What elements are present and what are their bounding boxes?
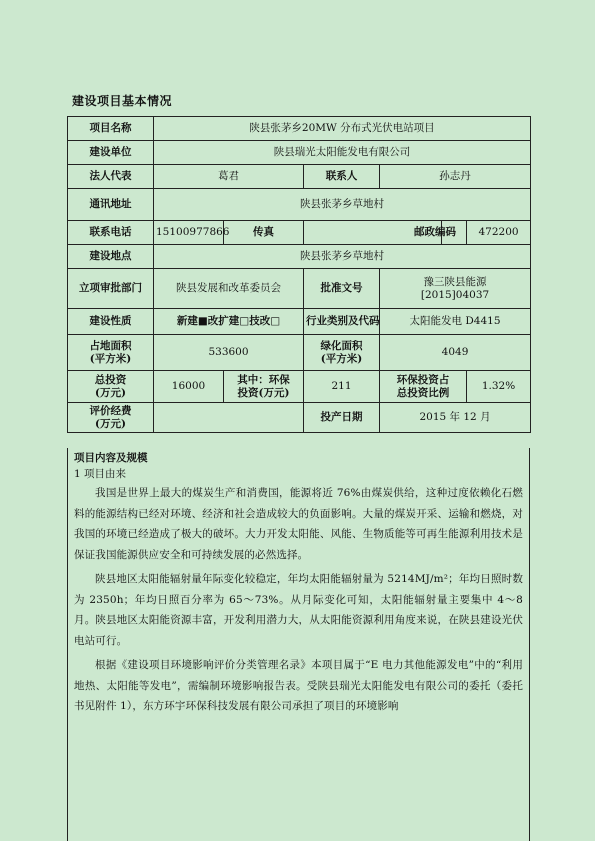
eval-fee-label: 评价经费 (万元): [68, 403, 154, 433]
content-sub-title: 1 项目由来: [74, 468, 127, 480]
contact-label: 联系人: [304, 165, 380, 189]
contact-value: 孙志丹: [380, 165, 531, 189]
green-value: 4049: [380, 335, 531, 371]
industry-value: 太阳能发电 D4415: [380, 309, 531, 335]
project-name-label: 项目名称: [68, 117, 154, 141]
content-paragraph: 我国是世界上最大的煤炭生产和消费国，能源将近 76%由煤炭供给，这种过度依赖化石燃料的能源结构已经对环境、经济和社会造成较大的负面影响。大量的煤炭开采、运输和燃烧，对我国的环境已经造成了极大的破坏。大力开发太阳能、风能、生物质能等可再生能源利用技术是保证我国能源供应安全和可持续发展的必然选择。: [74, 487, 523, 561]
content-section-title: 项目内容及规模: [74, 452, 148, 464]
builder-label: 建设单位: [68, 141, 154, 165]
fax-label: 传真: [224, 221, 304, 245]
area-value: 533600: [154, 335, 304, 371]
project-name-value: 陕县张茅乡20MW 分布式光伏电站项目: [154, 117, 531, 141]
invest-value: 16000: [154, 371, 224, 403]
operation-date-value: 2015 年 12 月: [380, 403, 531, 433]
area-label: 占地面积 (平方米): [68, 335, 154, 371]
postcode-value: 472200: [467, 221, 531, 245]
site-value: 陕县张茅乡草地村: [154, 245, 531, 269]
content-paragraph: 根据《建设项目环境影响评价分类管理名录》本项目属于“E 电力其他能源发电”中的“利用地热、太阳能等发电”，需编制环境影响报告表。受陕县瑞光太阳能发电有限公司的委托（委托书见附件 1），东方环宇环保科技发展有限公司承担了项目的环境影响: [74, 659, 523, 712]
site-label: 建设地点: [68, 245, 154, 269]
invest-label: 总投资 (万元): [68, 371, 154, 403]
address-label: 通讯地址: [68, 189, 154, 221]
project-info-table: [67, 116, 531, 433]
approval-dept-value: 陕县发展和改革委员会: [154, 269, 304, 309]
env-invest-value: 211: [304, 371, 380, 403]
env-ratio-value: 1.32%: [467, 371, 531, 403]
address-value: 陕县张茅乡草地村: [154, 189, 531, 221]
nature-label: 建设性质: [68, 309, 154, 335]
legal-rep-label: 法人代表: [68, 165, 154, 189]
builder-value: 陕县瑞光太阳能发电有限公司: [154, 141, 531, 165]
postcode-label: 邮政编码: [442, 221, 467, 245]
approval-no-label: 批准文号: [304, 269, 380, 309]
industry-label: 行业类别及代码: [304, 309, 380, 335]
nature-value: 新建■改扩建□技改□: [154, 309, 304, 335]
operation-date-label: 投产日期: [304, 403, 380, 433]
legal-rep-value: 葛君: [154, 165, 304, 189]
approval-no-value: 豫三陕县能源 [2015]04037: [380, 269, 531, 309]
env-invest-label: 其中：环保 投资(万元): [224, 371, 304, 403]
page-heading: 建设项目基本情况: [72, 94, 173, 108]
phone-value: 15100977866: [154, 221, 224, 245]
content-paragraph: 陕县地区太阳能辐射量年际变化较稳定，年均太阳能辐射量为 5214MJ/m²；年均日照时数为 2350h；年均日照百分率为 65～73%。从月际变化可知，太阳能辐射量主要集中 4～8 月。陕县地区太阳能资源丰富，开发利用潜力大，从太阳能资源利用角度来说，在陕县建设光伏电站可行。: [74, 573, 523, 647]
phone-label: 联系电话: [68, 221, 154, 245]
approval-dept-label: 立项审批部门: [68, 269, 154, 309]
green-label: 绿化面积 (平方米): [304, 335, 380, 371]
env-ratio-label: 环保投资占 总投资比例: [380, 371, 467, 403]
project-content-section: [67, 448, 530, 841]
eval-fee-value: [154, 403, 304, 433]
